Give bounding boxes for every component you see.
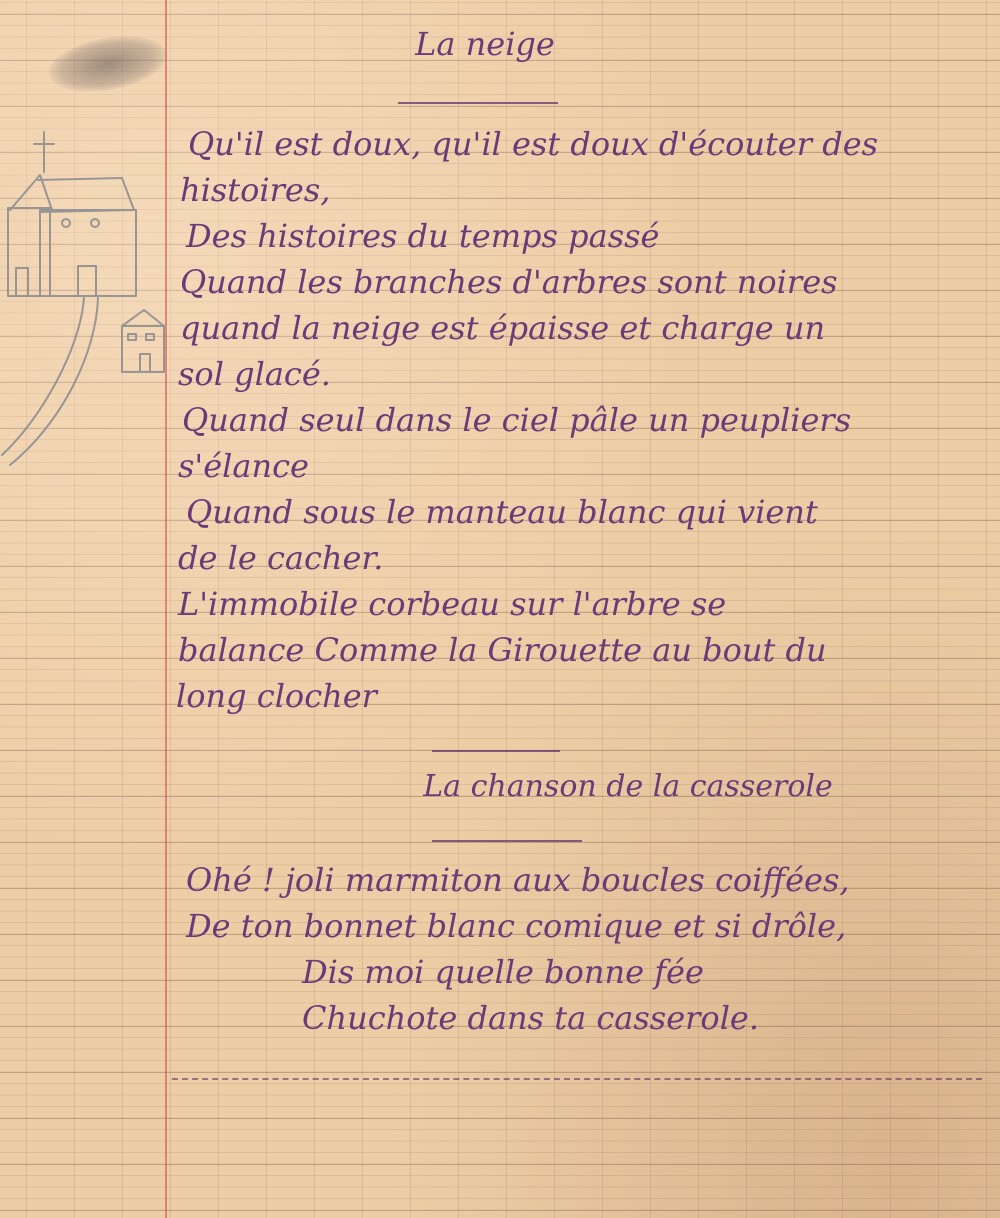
poem2-line-2: De ton bonnet blanc comique et si drôle, <box>186 907 847 945</box>
poem1-line-12: balance Comme la Girouette au bout du <box>178 631 827 669</box>
poem1-title-rule <box>398 102 558 104</box>
poem1-title: La neige <box>415 25 555 63</box>
poem1-line-7: Quand seul dans le ciel pâle un peupliers <box>182 401 852 439</box>
church-sketch-icon <box>0 130 175 470</box>
section-rule <box>432 750 560 752</box>
poem1-line-3: Des histoires du temps passé <box>186 217 660 255</box>
pencil-smudge <box>44 28 171 100</box>
poem1-line-2: histoires, <box>180 171 331 209</box>
poem1-line-10: de le cacher. <box>178 539 384 577</box>
poem1-line-9: Quand sous le manteau blanc qui vient <box>186 493 818 531</box>
poem2-title-rule <box>432 840 582 842</box>
poem1-line-5: quand la neige est épaisse et charge un <box>180 309 826 347</box>
poem1-line-8: s'élance <box>178 447 309 485</box>
poem1-line-11: L'immobile corbeau sur l'arbre se <box>178 585 727 623</box>
poem2-line-4: Chuchote dans ta casserole. <box>302 999 760 1037</box>
poem1-line-4: Quand les branches d'arbres sont noires <box>180 263 838 301</box>
poem2-title: La chanson de la casserole <box>423 769 833 804</box>
end-rule <box>172 1078 982 1080</box>
poem1-line-13: long clocher <box>176 677 377 715</box>
poem2-line-1: Ohé ! joli marmiton aux boucles coiffées, <box>186 861 850 899</box>
poem1-line-1: Qu'il est doux, qu'il est doux d'écouter des <box>188 125 879 163</box>
poem1-line-6: sol glacé. <box>178 355 331 393</box>
poem2-line-3: Dis moi quelle bonne fée <box>302 953 704 991</box>
